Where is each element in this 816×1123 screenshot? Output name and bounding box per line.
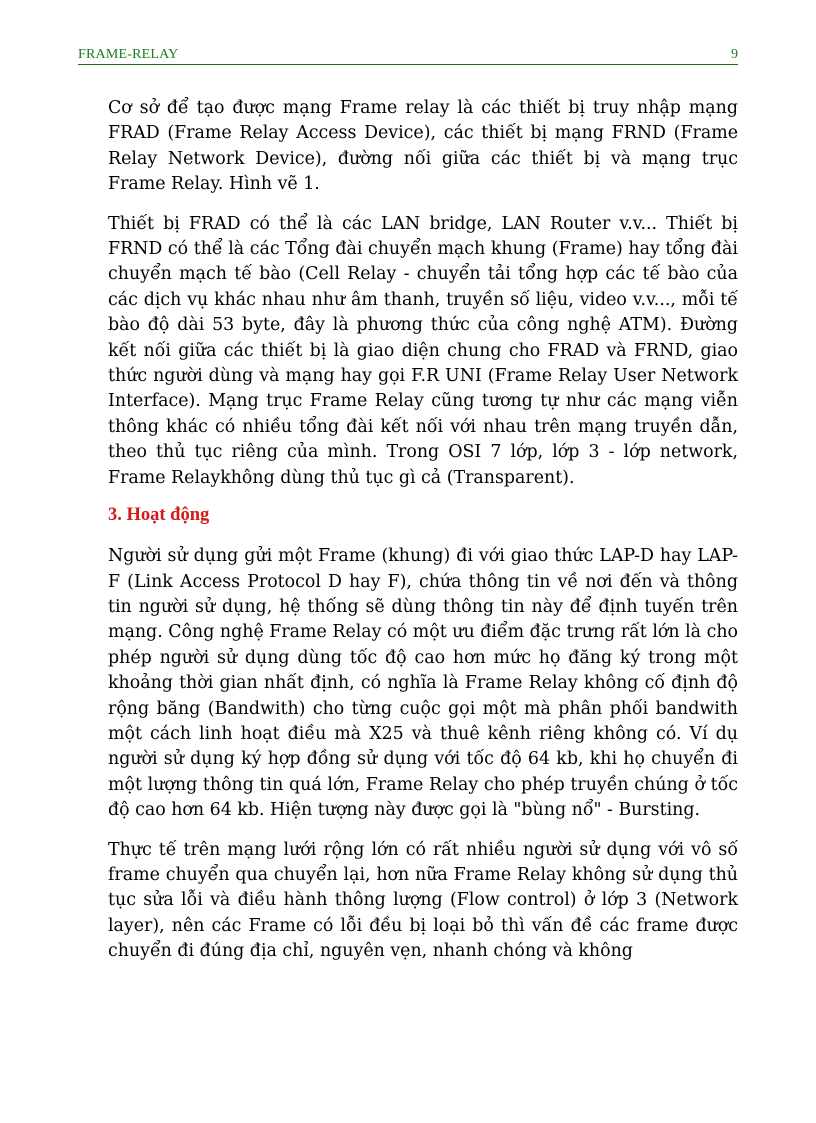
page-header xyxy=(78,46,738,65)
paragraph-1: Cơ sở để tạo được mạng Frame relay là các thiết bị truy nhập mạng FRAD (Frame Relay Access Device), các thiết bị mạng FRND (Frame Relay Network Device), đường nối giữa các thiết bị và mạng trục Frame Relay. Hình vẽ 1. xyxy=(108,98,738,195)
paragraph-3: Người sử dụng gửi một Frame (khung) đi với giao thức LAP-D hay LAP-F (Link Access Protocol D hay F), chứa thông tin về nơi đến và thông tin người sử dụng, hệ thống sẽ dùng thông tin này để định tuyến trên mạng. Công nghệ Frame Relay có một ưu điểm đặc trưng rất lớn là cho phép người sử dụng dùng tốc độ cao hơn mức họ đăng ký trong một khoảng thời gian nhất định, có nghĩa là Frame Relay không cố định độ rộng băng (Bandwith) cho từng cuộc gọi một mà phân phối bandwith một cách linh hoạt điều mà X25 và thuê kênh riêng không có. Ví dụ người sử dụng ký hợp đồng sử dụng với tốc độ 64 kb, khi họ chuyển đi một lượng thông tin quá lớn, Frame Relay cho phép truyền chúng ở tốc độ cao hơn 64 kb. Hiện tượng này được gọi là "bùng nổ" - Bursting. xyxy=(108,546,738,821)
page-number: 9 xyxy=(731,47,738,62)
page-body xyxy=(108,96,738,979)
paragraph-4: Thực tế trên mạng lưới rộng lớn có rất nhiều người sử dụng với vô số frame chuyển qua chuyển lại, hơn nữa Frame Relay không sử dụng thủ tục sửa lỗi và điều hành thông lượng (Flow control) ở lớp 3 (Network layer), nên các Frame có lỗi đều bị loại bỏ thì vấn đề các frame được chuyển đi đúng địa chỉ, nguyên vẹn, nhanh chóng và không xyxy=(108,839,738,962)
paragraph-2: Thiết bị FRAD có thể là các LAN bridge, LAN Router v.v... Thiết bị FRND có thể là các Tổng đài chuyển mạch khung (Frame) hay tổng đài chuyển mạch tế bào (Cell Relay - chuyển tải tổng hợp các tế bào của các dịch vụ khác nhau như âm thanh, truyền số liệu, video v.v..., mỗi tế bào độ dài 53 byte, đây là phương thức của công nghệ ATM). Đường kết nối giữa các thiết bị là giao diện chung cho FRAD và FRND, giao thức người dùng và mạng hay gọi F.R UNI (Frame Relay User Network Interface). Mạng trục Frame Relay cũng tương tự như các mạng viễn thông khác có nhiều tổng đài kết nối với nhau trên mạng truyền dẫn, theo thủ tục riêng của mình. Trong OSI 7 lớp, lớp 3 - lớp network, Frame Relaykhông dùng thủ tục gì cả (Transparent). xyxy=(108,213,738,488)
header-title: FRAME-RELAY xyxy=(78,47,179,62)
section-heading: 3. Hoạt động xyxy=(108,505,210,526)
